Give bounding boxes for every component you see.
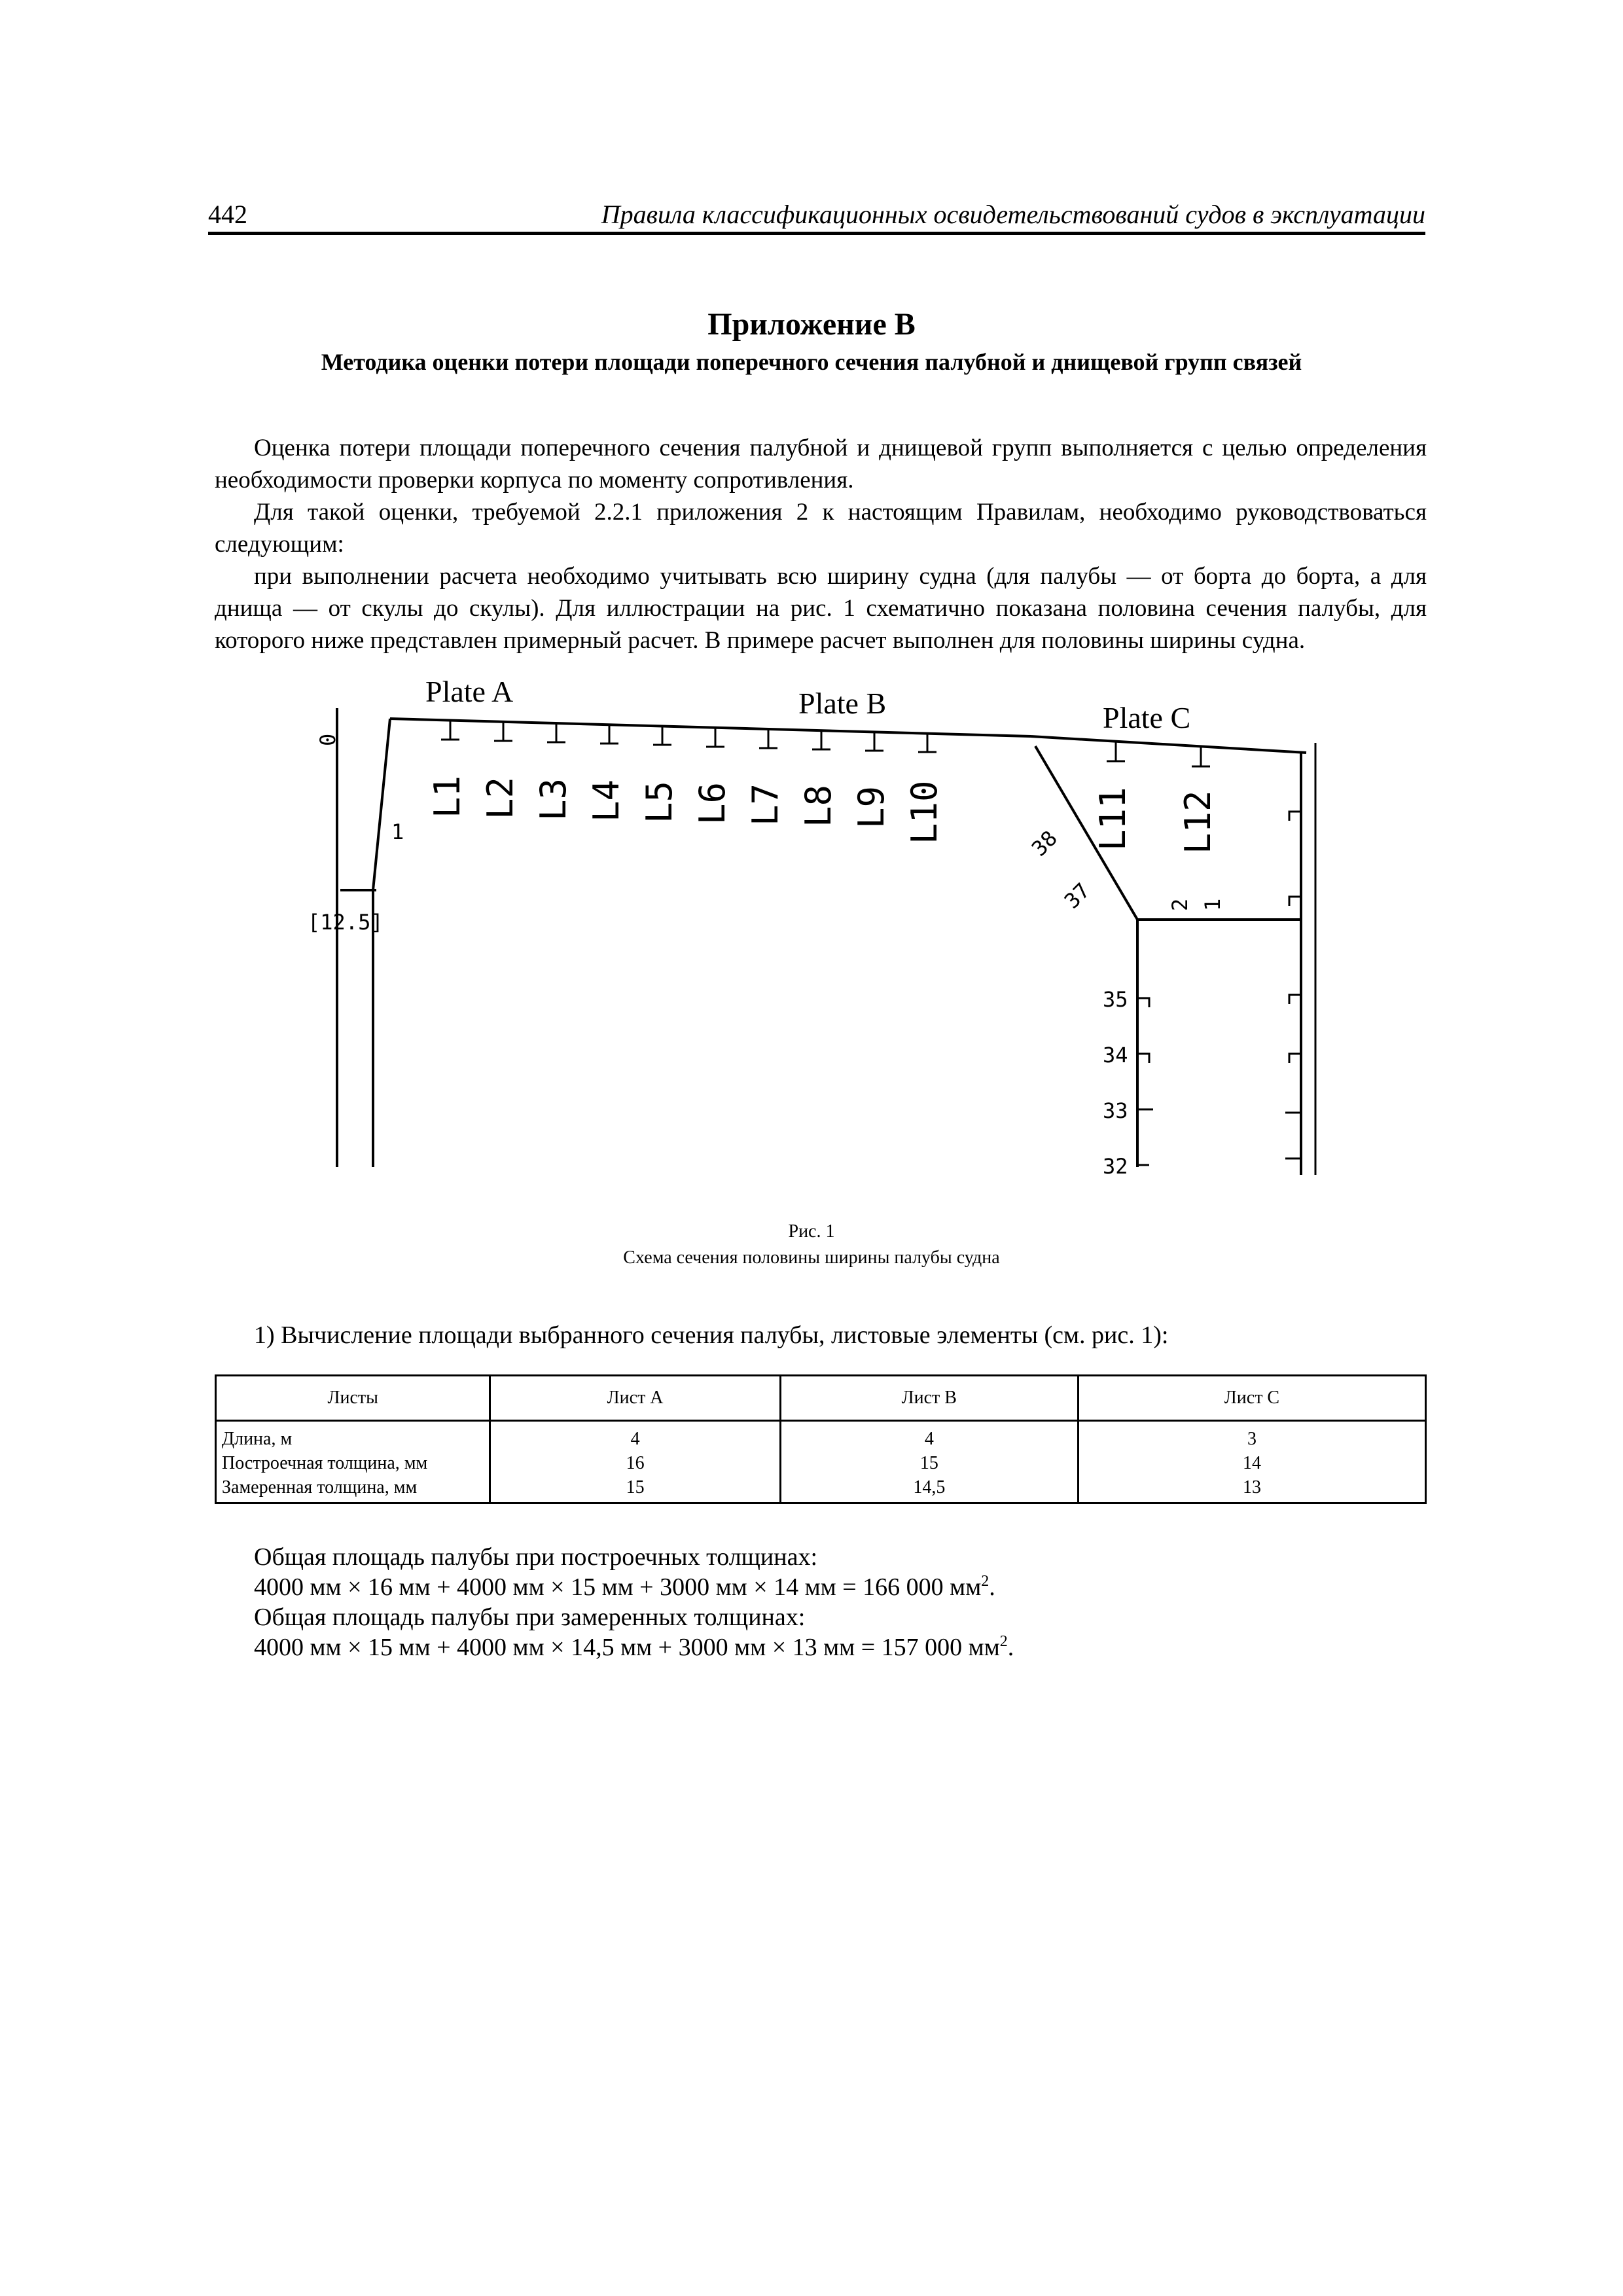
formula-text: 4000 мм × 16 мм + 4000 мм × 15 мм + 3000 мм × 14 мм = 166 000 мм <box>254 1573 982 1601</box>
paragraph-intro: Оценка потери площади поперечного сечения палубной и днищевой групп выполняется с целью определения необходимости проверки корпуса по моменту сопротивления. <box>215 435 1427 493</box>
plate-b-label: Plate B <box>798 687 887 720</box>
deck-plate-c-line <box>1031 736 1306 753</box>
node-label-0: 0 <box>315 733 340 746</box>
longitudinal-l1: L1 <box>427 775 468 818</box>
table-cell: 4 <box>924 1429 934 1449</box>
figure-caption-number: Рис. 1 <box>788 1221 835 1242</box>
sheer-strake-line <box>373 719 390 890</box>
deck-stiffeners <box>441 720 1210 766</box>
table-cell: 16 <box>626 1453 645 1473</box>
paragraph-width-rule: при выполнении расчета необходимо учитывать всю ширину судна (для палубы — от борта до борта, а для днища — от скулы до скулы). Для иллюстрации на рис. 1 схематично показана половина сечения палубы, для которого ниже представлен примерный расчет. В примере расчет выполнен для половины ширины судна. <box>215 563 1427 654</box>
node-label-1-coaming: 1 <box>1200 898 1225 911</box>
area-exponent: 2 <box>981 1573 990 1590</box>
running-title: Правила классификационных освидетельствований судов в эксплуатации <box>601 200 1425 229</box>
as-built-area-label: Общая площадь палубы при построечных толщинах: <box>254 1543 818 1571</box>
frame-label-32: 32 <box>1103 1154 1128 1179</box>
longitudinal-l4: L4 <box>586 779 627 822</box>
row-label: Длина, м <box>222 1429 293 1449</box>
plate-a-label: Plate A <box>425 675 514 708</box>
table-cell: 13 <box>1242 1477 1261 1498</box>
table-row <box>216 1421 1426 1503</box>
node-label-37: 37 <box>1059 878 1095 914</box>
node-label-1: 1 <box>391 819 404 844</box>
page-number: 442 <box>208 200 247 229</box>
longitudinal-l5: L5 <box>639 780 680 823</box>
table-cell: 15 <box>626 1477 645 1498</box>
frame-label-33: 33 <box>1103 1098 1128 1123</box>
paragraph-guidance: Для такой оценки, требуемой 2.2.1 приложения 2 к настоящим Правилам, необходимо руководствоваться следующим: <box>215 499 1427 558</box>
measured-area-label: Общая площадь палубы при замеренных толщинах: <box>254 1604 806 1631</box>
appendix-title: Приложение В <box>707 307 916 342</box>
table-header-cell: Лист А <box>490 1376 780 1421</box>
table-cell: 3 <box>1247 1429 1257 1449</box>
node-label-38: 38 <box>1026 825 1062 861</box>
table-cell: 15 <box>919 1453 938 1473</box>
longitudinal-l10: L10 <box>904 780 945 844</box>
node-label-2: 2 <box>1168 898 1192 911</box>
table-cell: 4 <box>630 1429 640 1449</box>
calculation-item-text: 1) Вычисление площади выбранного сечения палубы, листовые элементы (см. рис. 1): <box>254 1321 1169 1349</box>
formula-text: 4000 мм × 15 мм + 4000 мм × 14,5 мм + 3000 мм × 13 мм = 157 000 мм <box>254 1634 1000 1661</box>
plate-b-values-cell <box>780 1421 1078 1503</box>
row-label: Построечная толщина, мм <box>222 1453 428 1473</box>
frame-label-34: 34 <box>1103 1043 1128 1067</box>
longitudinal-l7: L7 <box>745 783 786 826</box>
table-header-row <box>216 1376 1426 1421</box>
row-labels-cell <box>216 1421 490 1503</box>
as-built-area-formula: 4000 мм × 16 мм + 4000 мм × 15 мм + 3000 мм × 14 мм = 166 000 $мм^2$. <box>254 1573 995 1601</box>
table-header-cell: Лист С <box>1078 1376 1425 1421</box>
area-exponent: 2 <box>999 1633 1008 1650</box>
table-cell: 14,5 <box>913 1477 946 1498</box>
table-cell: 14 <box>1242 1453 1261 1473</box>
table-header-cell: Лист В <box>780 1376 1078 1421</box>
header-rule <box>208 232 1425 235</box>
longitudinal-l2: L2 <box>480 776 521 819</box>
deck-plate-a-b-line <box>390 719 1031 736</box>
appendix-subtitle: Методика оценки потери площади поперечного сечения палубной и днищевой групп связей <box>321 349 1302 375</box>
frame-label-35: 35 <box>1103 987 1128 1012</box>
longitudinal-l6: L6 <box>692 781 733 825</box>
plate-c-values-cell <box>1078 1421 1425 1503</box>
figure-caption-title: Схема сечения половины ширины палубы судна <box>623 1247 1000 1268</box>
row-label: Замеренная толщина, мм <box>222 1477 418 1498</box>
longitudinal-l8: L8 <box>798 784 839 827</box>
deck-section-diagram <box>288 668 1335 1191</box>
plate-a-values-cell <box>490 1421 780 1503</box>
table-header-cell: Листы <box>216 1376 490 1421</box>
node-label-12-5: [12.5] <box>308 910 383 935</box>
longitudinal-l3: L3 <box>533 778 574 821</box>
bulkhead-stiffeners <box>1137 812 1301 1165</box>
longitudinal-l11: L11 <box>1092 787 1133 851</box>
longitudinal-l9: L9 <box>851 785 892 829</box>
plate-c-label: Plate C <box>1103 701 1191 734</box>
longitudinal-l12: L12 <box>1177 790 1219 854</box>
plates-table <box>215 1374 1427 1504</box>
measured-area-formula: 4000 мм × 15 мм + 4000 мм × 14,5 мм + 3000 мм × 13 мм = 157 000 $мм^2$. <box>254 1633 1014 1661</box>
